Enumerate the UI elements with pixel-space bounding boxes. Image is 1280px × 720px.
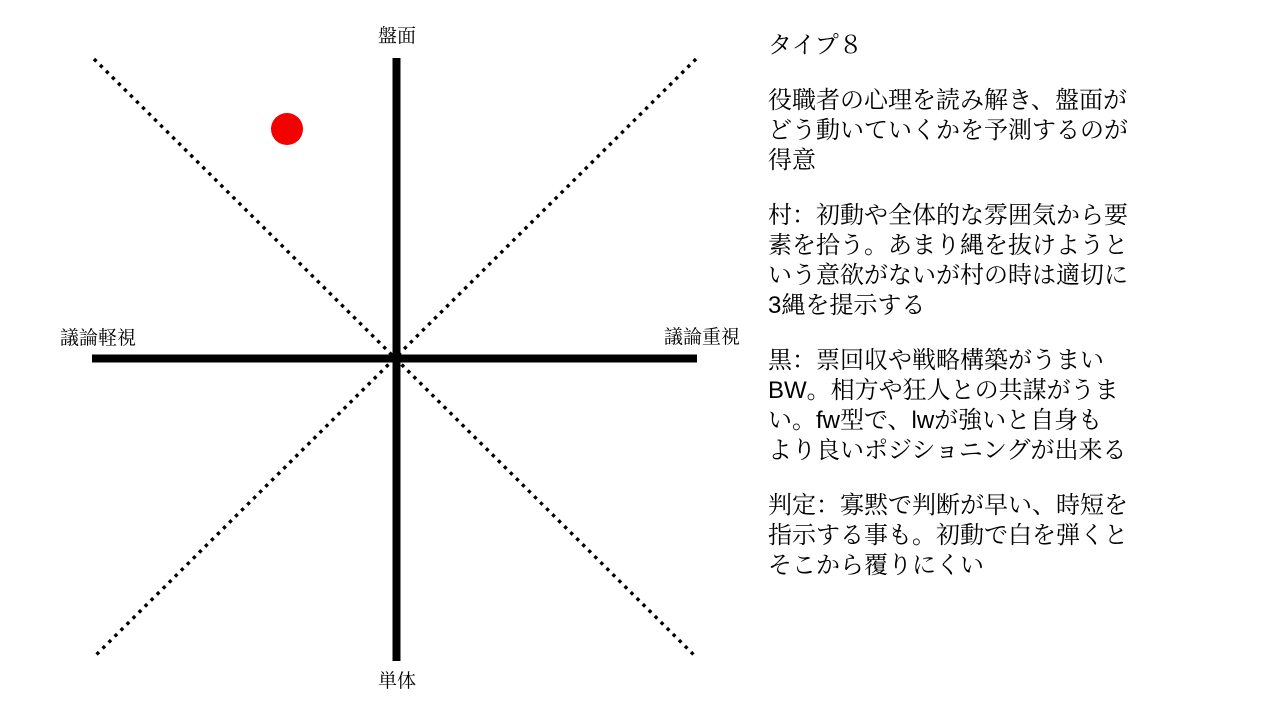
text-line: どう動いていくかを予測するのが	[768, 117, 1128, 144]
paragraph-villager	[768, 201, 1148, 321]
axis-label-top: 盤面	[377, 26, 416, 47]
text-line: 指示する事も。初動で白を弾くと	[768, 522, 1128, 549]
axis-label-right: 議論重視	[664, 327, 741, 348]
text-line: BW。相方や狂人との共謀がうま	[768, 377, 1119, 404]
panel-title: タイプ８	[768, 32, 863, 59]
text-line: 得意	[768, 147, 816, 174]
text-line: 3縄を提示する	[768, 292, 926, 319]
text-line: 黒：票回収や戦略構築がうまい	[768, 347, 1104, 374]
text-line: そこから覆りにくい	[768, 552, 984, 579]
text-line: 役職者の心理を読み解き、盤面が	[768, 87, 1128, 114]
data-point	[271, 113, 303, 145]
paragraph-black	[768, 346, 1148, 466]
text-line: より良いポジショニングが出来る	[768, 437, 1127, 464]
paragraph-judge	[768, 491, 1148, 581]
text-line: いう意欲がないが村の時は適切に	[768, 262, 1128, 289]
axis-label-left: 議論軽視	[60, 328, 137, 349]
text-line: 村：初動や全体的な雰囲気から要	[768, 202, 1128, 229]
axis-label-bottom: 単体	[377, 671, 416, 692]
text-line: 判定：寡黙で判断が早い、時短を	[768, 492, 1128, 519]
text-line: 素を拾う。あまり縄を抜けようと	[768, 232, 1128, 259]
paragraph-general	[768, 86, 1148, 176]
description-panel	[768, 31, 1148, 606]
text-line: い。fw型で、lwが強いと自身も	[768, 407, 1103, 434]
